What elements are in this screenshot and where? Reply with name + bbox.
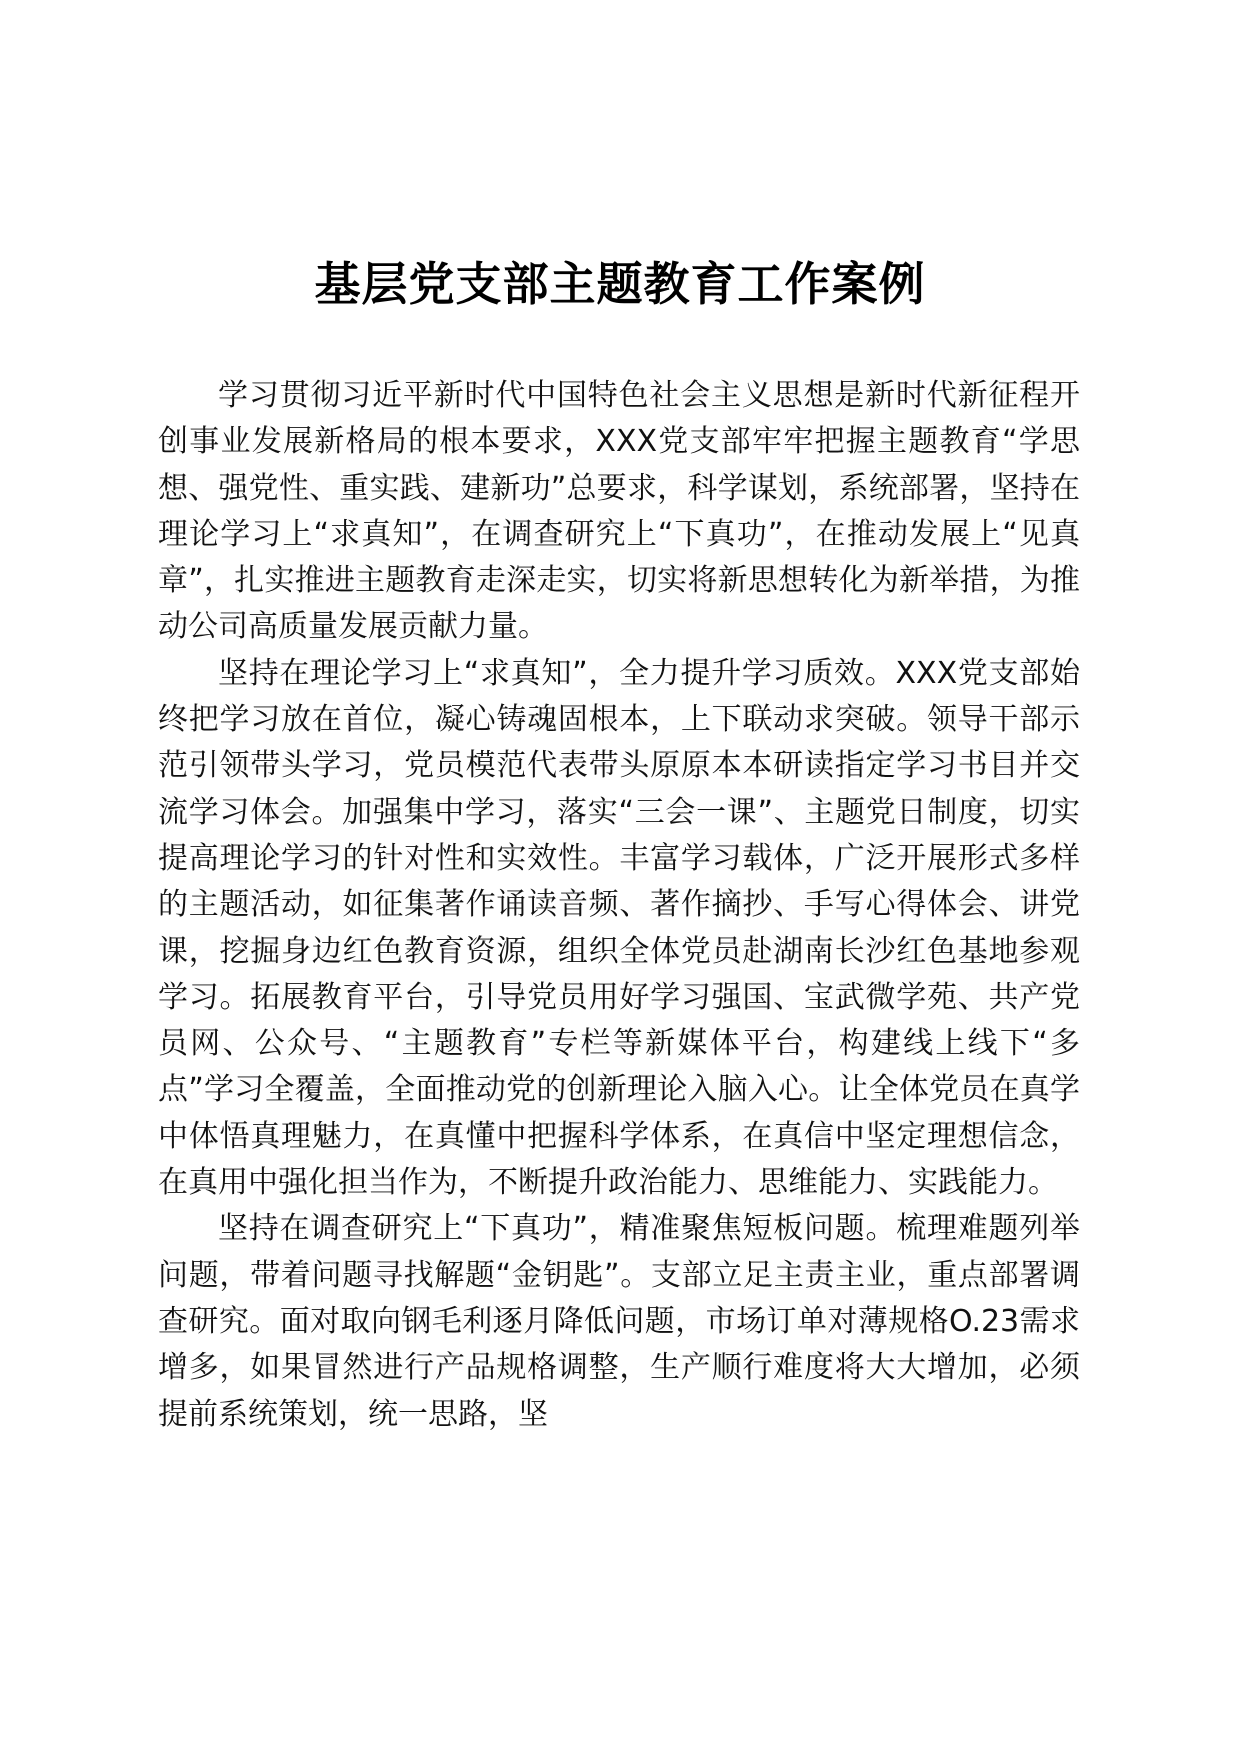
document-body [158,373,1080,1438]
paragraph-investigation: 坚持在调查研究上“下真功”，精准聚焦短板问题。梳理难题列举问题，带着问题寻找解题“金钥匙”。支部立足主责主业，重点部署调查研究。面对取向钢毛利逐月降低问题，市场订单对薄规格O.23需求增多，如果冒然进行产品规格调整，生产顺行难度将大大增加，必须提前系统策划，统一思路，坚 [158,1211,1080,1432]
document-title: 基层党支部主题教育工作案例 [314,257,926,311]
paragraph-intro: 学习贯彻习近平新时代中国特色社会主义思想是新时代新征程开创事业发展新格局的根本要求，XXX党支部牢牢把握主题教育“学思想、强党性、重实践、建新功”总要求，科学谋划，系统部署，坚持在理论学习上“求真知”，在调查研究上“下真功”，在推动发展上“见真章”，扎实推进主题教育走深走实，切实将新思想转化为新举措，为推动公司高质量发展贡献力量。 [158,378,1080,645]
paragraph-theory-study: 坚持在理论学习上“求真知”，全力提升学习质效。XXX党支部始终把学习放在首位，凝心铸魂固根本，上下联动求突破。领导干部示范引领带头学习，党员模范代表带头原原本本研读指定学习书目并交流学习体会。加强集中学习，落实“三会一课”、主题党日制度，切实提高理论学习的针对性和实效性。丰富学习载体，广泛开展形式多样的主题活动，如征集著作诵读音频、著作摘抄、手写心得体会、讲党课，挖掘身边红色教育资源，组织全体党员赴湖南长沙红色基地参观学习。拓展教育平台，引导党员用好学习强国、宝武微学苑、共产党员网、公众号、“主题教育”专栏等新媒体平台，构建线上线下“多点”学习全覆盖，全面推动党的创新理论入脑入心。让全体党员在真学中体悟真理魅力，在真懂中把握科学体系，在真信中坚定理想信念，在真用中强化担当作为，不断提升政治能力、思维能力、实践能力。 [158,655,1080,1201]
